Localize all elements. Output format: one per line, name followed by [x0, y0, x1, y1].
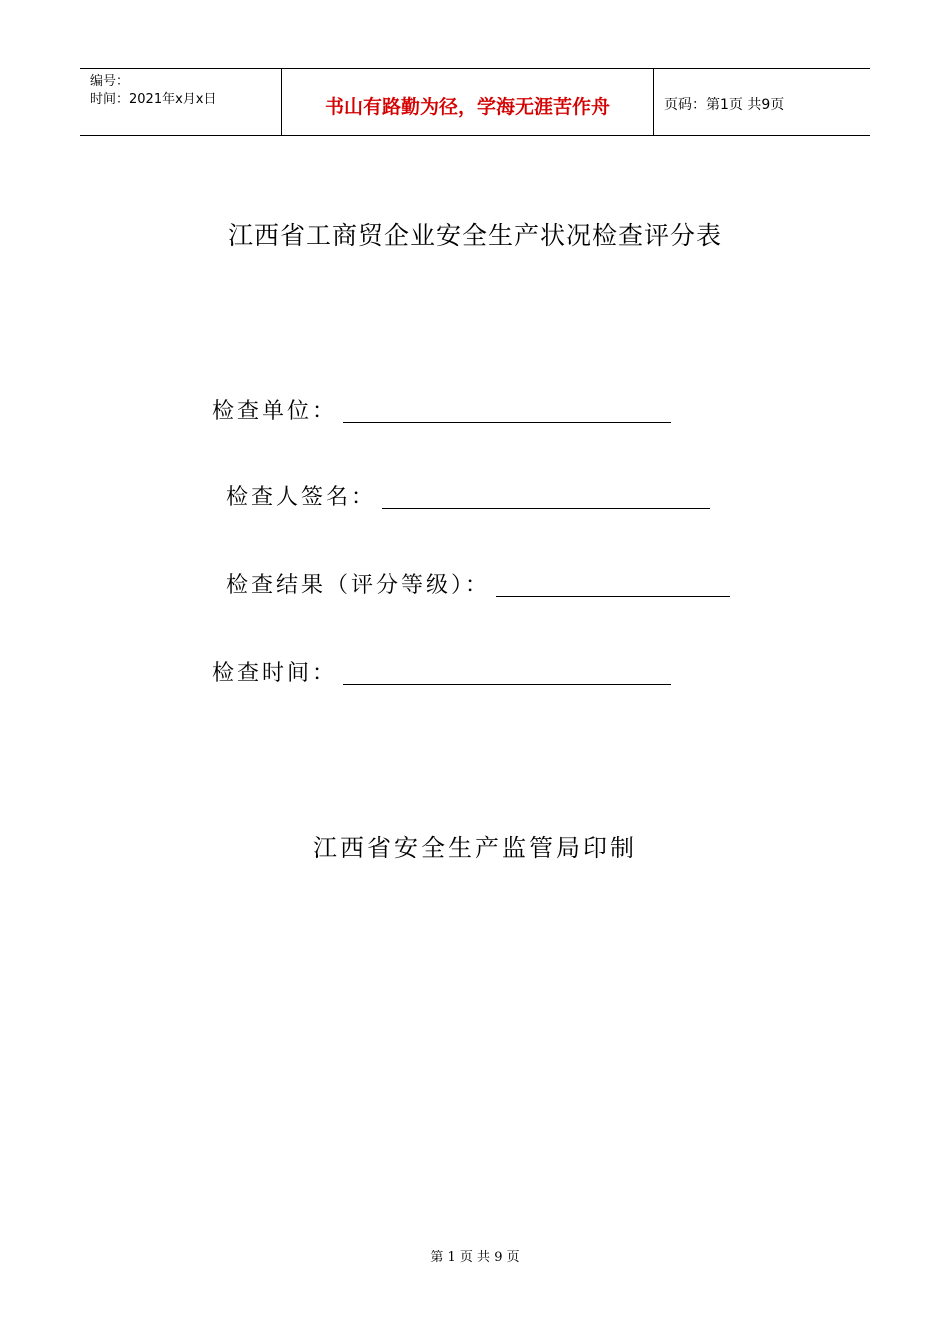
field-inspection-unit — [212, 394, 671, 425]
publisher-line: 江西省安全生产监管局印制 — [313, 834, 637, 862]
page-header — [80, 68, 870, 136]
field-label-time: 检查时间： — [212, 661, 338, 686]
field-label-unit: 检查单位： — [212, 399, 338, 424]
field-inspection-result — [226, 568, 730, 599]
blank-line-unit[interactable] — [343, 401, 671, 423]
field-inspection-time — [212, 656, 671, 687]
number-label: 编号： — [90, 74, 130, 89]
header-page-info: 页码：第1页 共9页 — [664, 97, 785, 113]
header-meta — [80, 69, 282, 135]
blank-line-time[interactable] — [343, 663, 671, 685]
field-label-result: 检查结果（评分等级）： — [226, 573, 491, 598]
page-footer: 第 1 页 共 9 页 — [430, 1250, 520, 1265]
field-label-signature: 检查人签名： — [226, 485, 377, 510]
field-inspector-signature — [226, 480, 710, 511]
blank-line-result[interactable] — [496, 575, 730, 597]
document-title: 江西省工商贸企业安全生产状况检查评分表 — [227, 221, 722, 250]
blank-line-signature[interactable] — [382, 487, 710, 509]
time-label: 时间：2021年x月x日 — [90, 92, 217, 107]
header-motto: 书山有路勤为径，学海无涯苦作舟 — [282, 69, 654, 135]
